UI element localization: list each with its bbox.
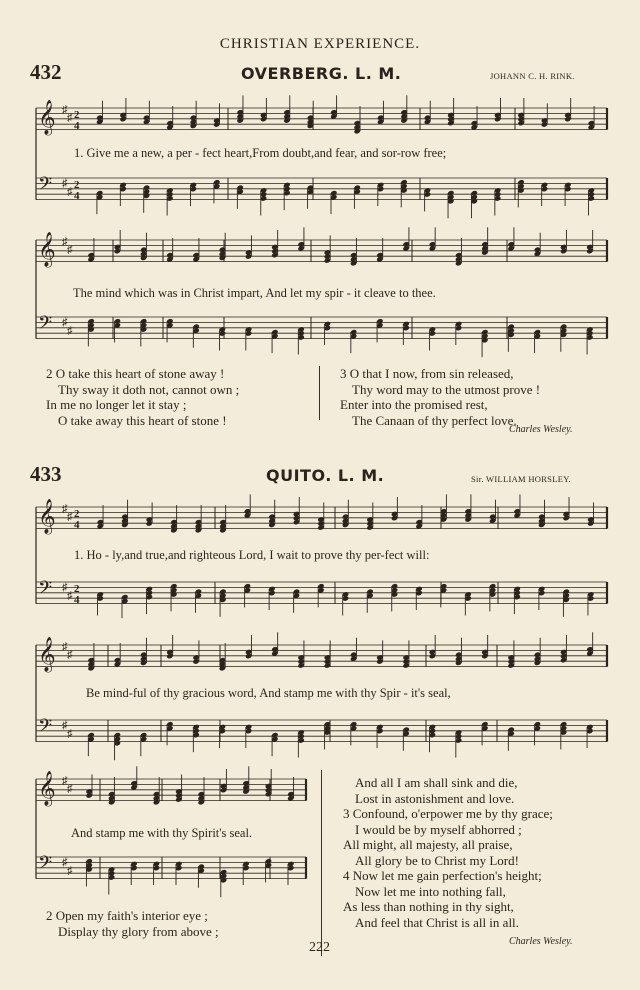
treble-clef-icon: 𝄞 (38, 771, 56, 806)
time-signature: 4 (74, 190, 80, 202)
sharp-sign-icon: ♯ (62, 503, 68, 515)
verse-divider-433 (321, 770, 322, 956)
sharp-sign-icon: ♯ (67, 864, 73, 877)
time-signature: 2 (74, 508, 80, 520)
sharp-sign-icon: ♯ (67, 112, 73, 125)
sharp-sign-icon: ♯ (67, 511, 73, 524)
lyric-433-line-2: Be mind-ful of thy gracious word, And stamp me with thy Spir - it's seal, (86, 686, 451, 700)
sharp-sign-icon: ♯ (67, 185, 73, 198)
author-433: Charles Wesley. (509, 936, 573, 947)
time-signature: 4 (74, 120, 80, 132)
treble-clef-icon: 𝄞 (38, 499, 56, 534)
bass-clef-icon: 𝄢 (38, 174, 53, 199)
time-signature: 4 (74, 519, 80, 531)
hymn-number-432: 432 (30, 60, 62, 84)
verse-432-2: 2 O take this heart of stone away ! Thy sway it doth not, cannot own ; In me no longer let it stay ; O take away this heart of stone ! (46, 366, 240, 428)
bass-clef-icon: 𝄢 (38, 716, 53, 741)
sharp-sign-icon: ♯ (62, 856, 68, 869)
lyric-432-line-1: 1. Give me a new, a per - fect heart,From doubt,and fear, and sor-row free; (74, 146, 447, 160)
section-title: CHRISTIAN EXPERIENCE. (219, 36, 421, 52)
tune-name-quito: QUITO. L. M. (266, 466, 385, 485)
time-signature: 2 (74, 179, 80, 191)
composer-rink: JOHANN C. H. RINK. (490, 71, 575, 81)
tune-name-overberg: OVERBERG. L. M. (241, 64, 402, 83)
sharp-sign-icon: ♯ (62, 104, 68, 116)
verse-432-3: 3 O that I now, from sin released, Thy word may to the utmost prove ! Enter into the promised rest, The Canaan of thy perfect love. (340, 366, 541, 428)
composer-horsley: Sir. WILLIAM HORSLEY. (471, 474, 571, 484)
sharp-sign-icon: ♯ (62, 581, 68, 594)
sharp-sign-icon: ♯ (67, 589, 73, 602)
sharp-sign-icon: ♯ (62, 719, 68, 732)
treble-clef-icon: 𝄞 (38, 232, 56, 267)
sharp-sign-icon: ♯ (67, 324, 73, 337)
lyric-433-line-3: And stamp me with thy Spirit's seal. (71, 826, 253, 840)
sharp-sign-icon: ♯ (67, 783, 73, 796)
treble-clef-icon: 𝄞 (38, 100, 56, 135)
sharp-sign-icon: ♯ (62, 641, 68, 653)
bass-clef-icon: 𝄢 (38, 578, 53, 603)
sharp-sign-icon: ♯ (67, 649, 73, 662)
page-number: 222 (309, 940, 330, 955)
verse-divider-432 (319, 366, 320, 420)
treble-clef-icon: 𝄞 (38, 637, 56, 672)
time-signature: 4 (74, 594, 80, 606)
bass-clef-icon: 𝄢 (38, 853, 53, 878)
sharp-sign-icon: ♯ (62, 177, 68, 190)
sharp-sign-icon: ♯ (62, 775, 68, 787)
hymn-number-433: 433 (30, 462, 62, 486)
author-432: Charles Wesley. (509, 424, 573, 435)
sharp-sign-icon: ♯ (62, 236, 68, 248)
bass-clef-icon: 𝄢 (38, 313, 53, 338)
time-signature: 2 (74, 583, 80, 595)
sharp-sign-icon: ♯ (62, 316, 68, 329)
sharp-sign-icon: ♯ (67, 244, 73, 257)
verse-433-right: And all I am shall sink and die, Lost in astonishment and love. 3 Confound, o'erpower me by thy grace; I would be by myself abhorred ; All might, all majesty, all praise, All glory be to Christ my Lord! 4 Now let me gain perfection's height; Now let me into nothing fall, As less than nothing in thy sight, And feel that Christ is all in all. (343, 775, 553, 930)
time-signature: 2 (74, 109, 80, 121)
lyric-432-line-2: The mind which was in Christ impart, And let my spir - it cleave to thee. (73, 286, 436, 300)
verse-433-2: 2 Open my faith's interior eye ; Display thy glory from above ; (46, 908, 219, 939)
sharp-sign-icon: ♯ (67, 727, 73, 740)
lyric-433-line-1: 1. Ho - ly,and true,and righteous Lord, I wait to prove thy per-fect will: (74, 548, 430, 562)
